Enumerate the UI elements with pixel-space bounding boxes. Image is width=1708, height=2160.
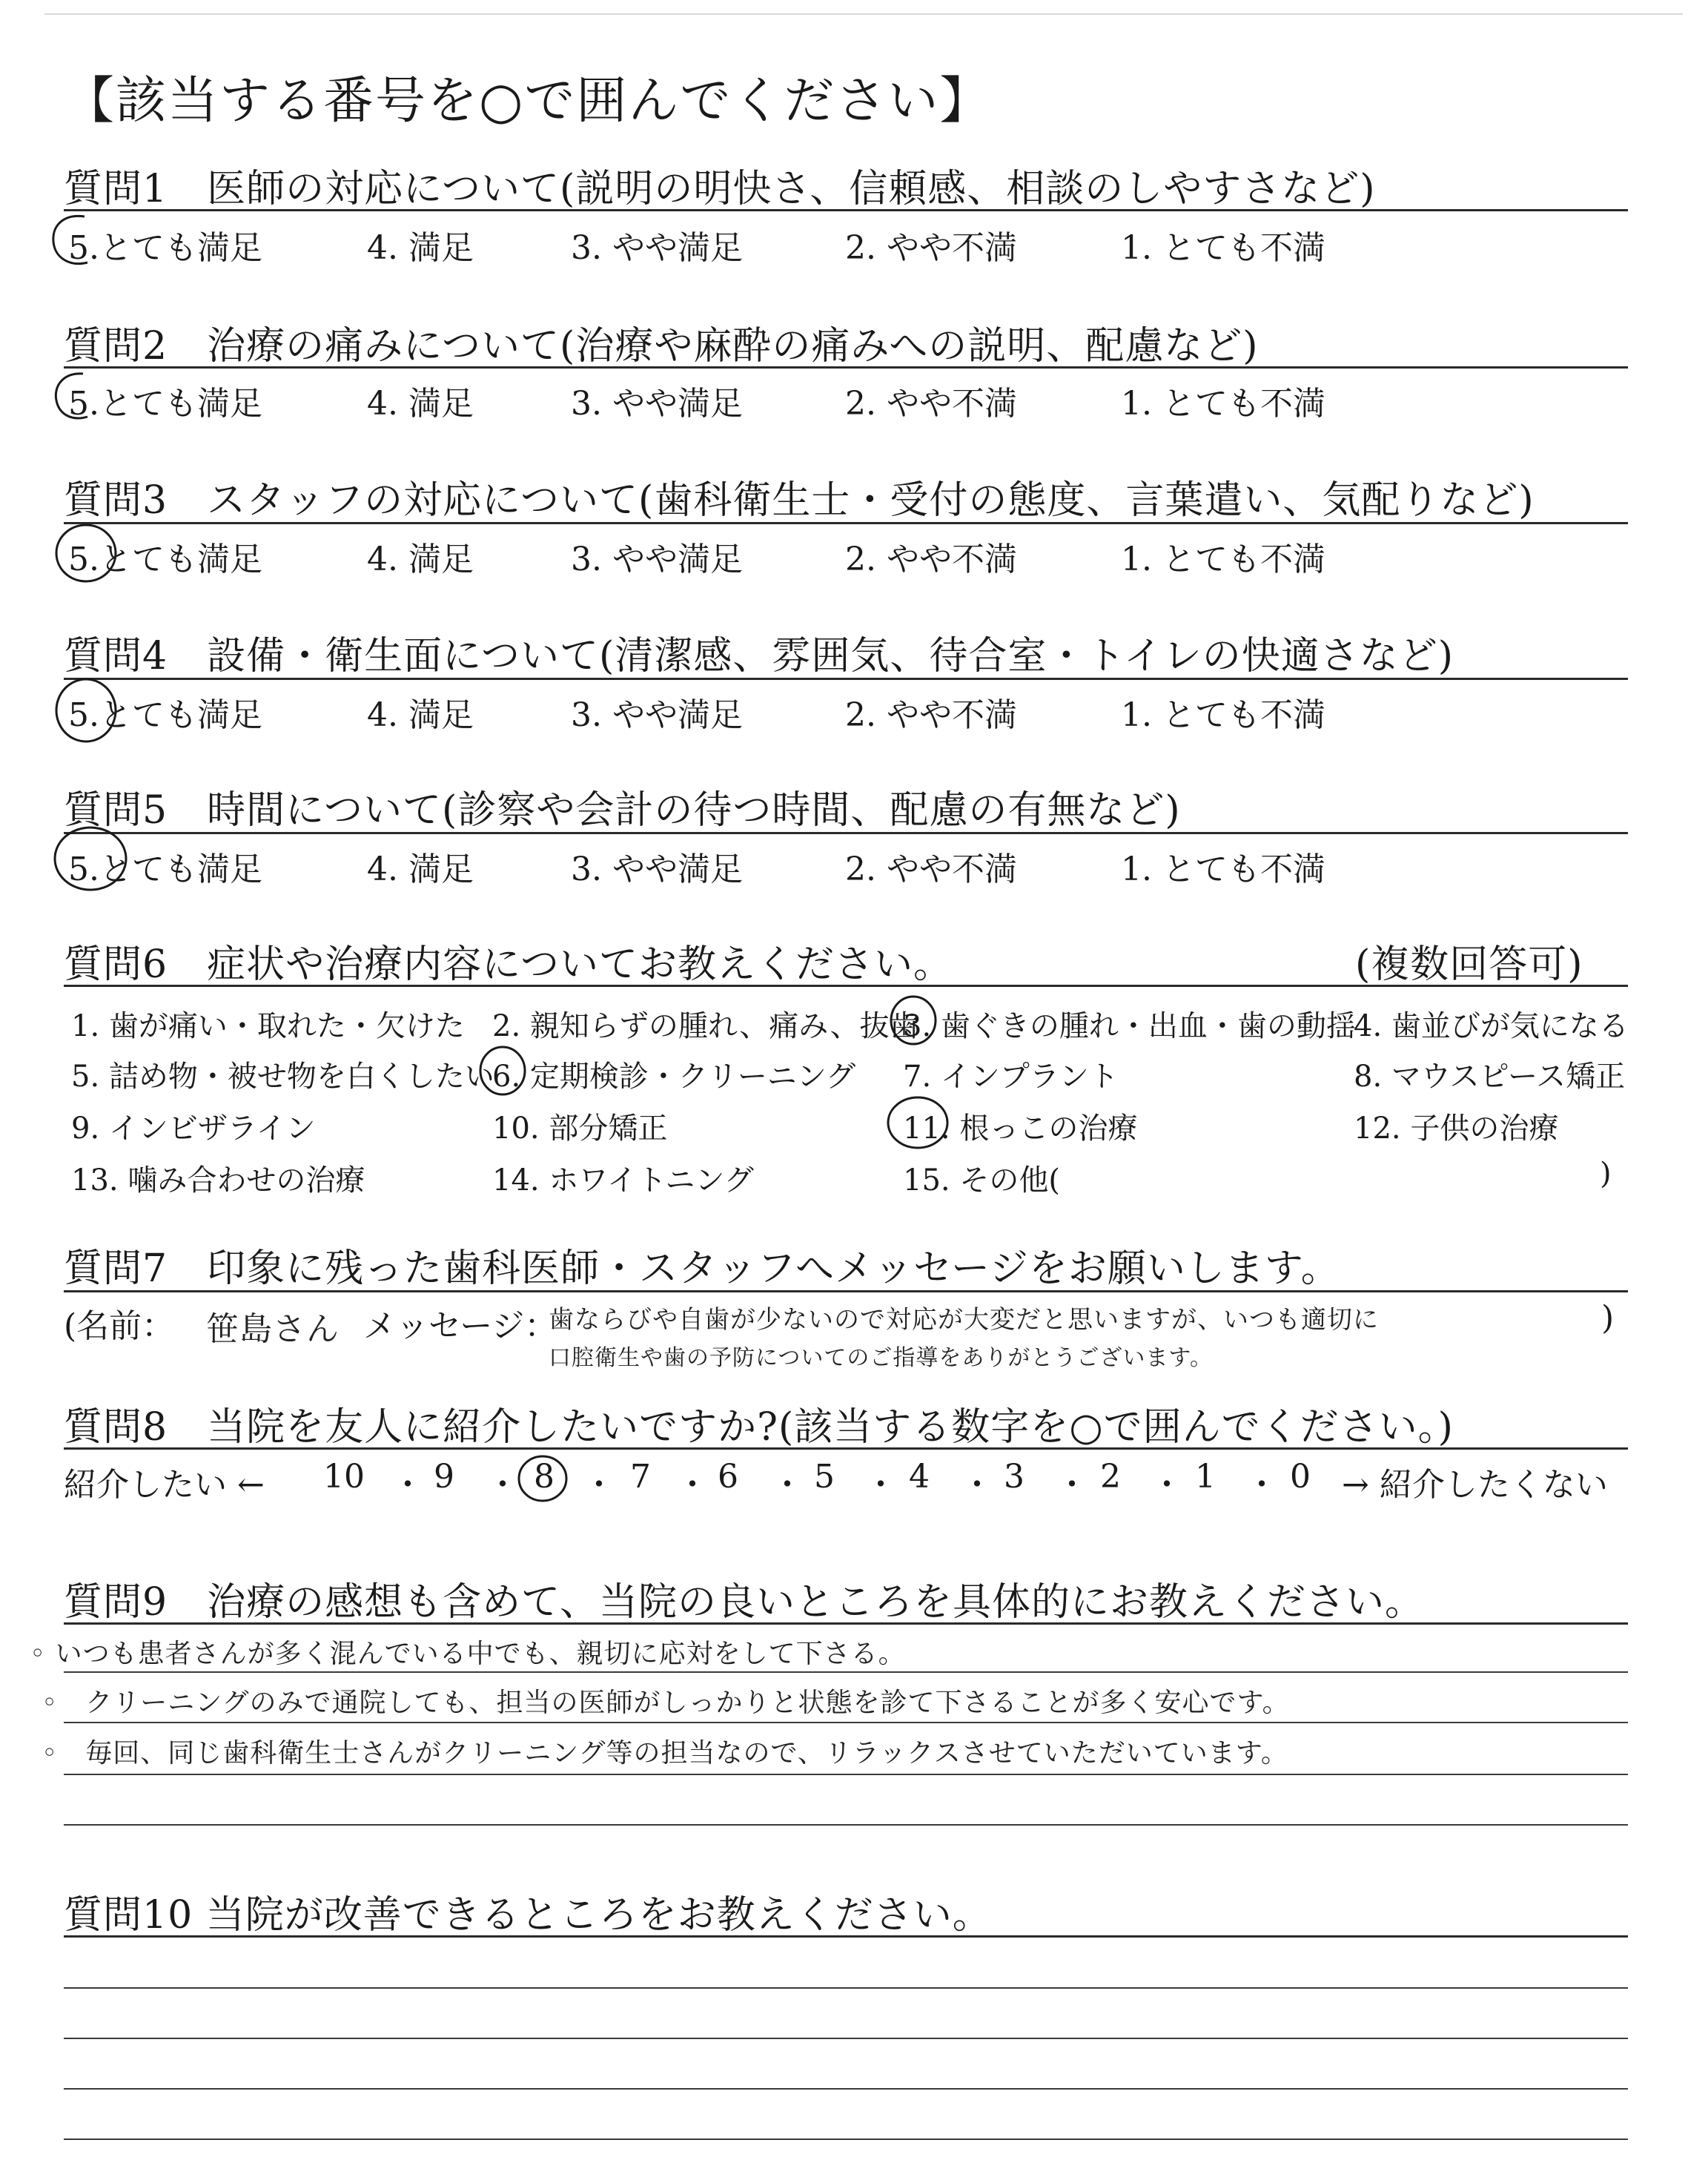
question-8-rule xyxy=(64,1447,1628,1450)
question-3-title: 質問3 スタッフの対応について(歯科衛生士・受付の態度、言葉遣い、気配りなど) xyxy=(64,478,1535,523)
q2-option-5[interactable]: 5.とても満足 xyxy=(68,385,262,423)
q5-option-3[interactable]: 3. やや満足 xyxy=(571,851,743,888)
q6-option-2[interactable]: 2. 親知らずの腫れ、痛み、抜歯 xyxy=(492,1009,919,1043)
q1-option-1[interactable]: 1. とても不満 xyxy=(1121,229,1325,267)
q10-line[interactable] xyxy=(64,1987,1628,1989)
top-edge-line xyxy=(44,13,1683,15)
q6-option-3[interactable]: 3. 歯ぐきの腫れ・出血・歯の動揺 xyxy=(903,1009,1356,1043)
q8-score-2[interactable]: 2 xyxy=(1100,1458,1121,1496)
q8-score-0[interactable]: 0 xyxy=(1290,1458,1311,1496)
q6-option-6[interactable]: 6. 定期検診・クリーニング xyxy=(492,1060,856,1094)
q6-option-9[interactable]: 9. インビザライン xyxy=(71,1112,316,1146)
q8-separator: ・ xyxy=(864,1466,897,1504)
q5-option-4[interactable]: 4. 満足 xyxy=(367,851,474,888)
q9-answer-2[interactable]: ◦ クリーニングのみで通院しても、担当の医師がしっかりと状態を診て下さることが多く安心です。 xyxy=(42,1688,1290,1718)
question-4-title: 質問4 設備・衛生面について(清潔感、雰囲気、待合室・トイレの快適さなど) xyxy=(64,634,1454,678)
q9-line xyxy=(64,1722,1628,1723)
q6-option-12[interactable]: 12. 子供の治療 xyxy=(1354,1112,1559,1146)
q2-option-2[interactable]: 2. やや不満 xyxy=(845,385,1017,423)
q8-separator: ・ xyxy=(771,1466,804,1504)
question-1-title: 質問1 医師の対応について(説明の明快さ、信頼感、相談のしやすさなど) xyxy=(64,167,1376,211)
q6-option-15-close: ) xyxy=(1600,1157,1612,1191)
q9-line xyxy=(64,1824,1628,1826)
q8-score-3[interactable]: 3 xyxy=(1004,1458,1025,1496)
question-9-rule xyxy=(64,1622,1628,1625)
q9-answer-3[interactable]: ◦ 毎回、同じ歯科衛生士さんがクリーニング等の担当なので、リラックスさせていただいています。 xyxy=(42,1738,1288,1768)
q8-score-1[interactable]: 1 xyxy=(1195,1458,1216,1496)
q8-left-label: 紹介したい ← xyxy=(64,1466,265,1504)
q3-option-5[interactable]: 5.とても満足 xyxy=(68,541,262,578)
q1-option-5[interactable]: 5.とても満足 xyxy=(68,229,262,267)
q9-line xyxy=(64,1671,1628,1673)
q3-option-4[interactable]: 4. 満足 xyxy=(367,541,474,578)
q8-score-6[interactable]: 6 xyxy=(718,1458,738,1496)
question-5-title: 質問5 時間について(診察や会計の待つ時間、配慮の有無など) xyxy=(64,788,1181,833)
q6-option-14[interactable]: 14. ホワイトニング xyxy=(492,1163,754,1198)
q6-option-15[interactable]: 15. その他( xyxy=(903,1163,1060,1198)
q4-option-5[interactable]: 5.とても満足 xyxy=(68,696,262,734)
question-7-title: 質問7 印象に残った歯科医師・スタッフへメッセージをお願いします。 xyxy=(64,1246,1340,1291)
question-2-title: 質問2 治療の痛みについて(治療や麻酔の痛みへの説明、配慮など) xyxy=(64,324,1259,369)
q9-answer-1[interactable]: ◦ いつも患者さんが多く混んでいる中でも、親切に応対をして下さる。 xyxy=(30,1639,906,1669)
q7-message-label: メッセージ： xyxy=(363,1307,557,1345)
q3-option-3[interactable]: 3. やや満足 xyxy=(571,541,743,578)
q6-option-1[interactable]: 1. 歯が痛い・取れた・欠けた xyxy=(71,1009,465,1043)
q6-selected-11-circle xyxy=(885,1093,956,1152)
q1-option-4[interactable]: 4. 満足 xyxy=(367,229,474,267)
q6-option-13[interactable]: 13. 噛み合わせの治療 xyxy=(71,1163,365,1198)
question-5-rule xyxy=(64,832,1628,834)
q8-separator: ・ xyxy=(961,1466,993,1504)
q6-option-10[interactable]: 10. 部分矯正 xyxy=(492,1112,668,1146)
q5-option-2[interactable]: 2. やや不満 xyxy=(845,851,1017,888)
q9-line xyxy=(64,1774,1628,1775)
q6-selected-3-circle xyxy=(887,992,946,1048)
q7-message-line-2[interactable]: 口腔衛生や歯の予防についてのご指導をありがとうございます。 xyxy=(549,1345,1213,1371)
q4-option-2[interactable]: 2. やや不満 xyxy=(845,696,1017,734)
q4-selection-circle xyxy=(52,676,133,750)
question-2-rule xyxy=(64,366,1628,369)
q8-separator: ・ xyxy=(1245,1466,1278,1504)
q2-option-1[interactable]: 1. とても不満 xyxy=(1121,385,1325,423)
q8-separator: ・ xyxy=(1151,1466,1183,1504)
q3-option-2[interactable]: 2. やや不満 xyxy=(845,541,1017,578)
q6-option-11[interactable]: 11. 根っこの治療 xyxy=(903,1112,1138,1146)
q3-selection-circle xyxy=(52,521,133,589)
q1-selection-circle xyxy=(46,212,105,273)
q6-option-4[interactable]: 4. 歯並びが気になる xyxy=(1354,1009,1629,1043)
q6-option-8[interactable]: 8. マウスピース矯正 xyxy=(1354,1060,1626,1094)
q1-option-2[interactable]: 2. やや不満 xyxy=(845,229,1017,267)
q7-name-label: (名前： xyxy=(64,1307,175,1345)
question-3-rule xyxy=(64,522,1628,524)
q6-option-5[interactable]: 5. 詰め物・被せ物を白くしたい xyxy=(71,1060,494,1094)
q8-selected-circle xyxy=(514,1452,574,1508)
q5-selection-circle xyxy=(49,822,138,896)
q8-score-10[interactable]: 10 xyxy=(323,1458,365,1496)
question-6-title: 質問6 症状や治療内容についてお教えください。 xyxy=(64,942,953,987)
q10-line[interactable] xyxy=(64,2138,1628,2140)
q7-message-line-1[interactable]: 歯ならびや自歯が少ないので対応が大変だと思いますが、いつも適切に xyxy=(549,1305,1379,1335)
question-10-title: 質問10 当院が改善できるところをお教えください。 xyxy=(64,1893,992,1938)
q8-score-5[interactable]: 5 xyxy=(814,1458,835,1496)
q6-selected-6-circle xyxy=(476,1043,535,1099)
question-7-rule xyxy=(64,1290,1628,1292)
q7-name-value[interactable]: 笹島さん xyxy=(206,1310,340,1348)
question-6-note: (複数回答可) xyxy=(1355,942,1583,987)
q3-option-1[interactable]: 1. とても不満 xyxy=(1121,541,1325,578)
q2-option-3[interactable]: 3. やや満足 xyxy=(571,385,743,423)
q8-right-label: → 紹介したくない xyxy=(1342,1466,1608,1504)
q8-separator: ・ xyxy=(1056,1466,1088,1504)
question-9-title: 質問9 治療の感想も含めて、当院の良いところを具体的にお教えください。 xyxy=(64,1580,1425,1625)
question-6-rule xyxy=(64,985,1628,987)
question-4-rule xyxy=(64,678,1628,680)
q8-score-9[interactable]: 9 xyxy=(434,1458,454,1496)
q8-separator: ・ xyxy=(676,1466,709,1504)
question-8-title: 質問8 当院を友人に紹介したいですか?(該当する数字を○で囲んでください。) xyxy=(64,1405,1454,1450)
q5-option-1[interactable]: 1. とても不満 xyxy=(1121,851,1325,888)
q6-option-7[interactable]: 7. インプラント xyxy=(903,1060,1119,1094)
q8-separator: ・ xyxy=(583,1466,615,1504)
q2-option-4[interactable]: 4. 満足 xyxy=(367,385,474,423)
q8-score-7[interactable]: 7 xyxy=(630,1458,651,1496)
question-1-rule xyxy=(64,209,1628,211)
q10-line[interactable] xyxy=(64,2038,1628,2039)
q8-score-4[interactable]: 4 xyxy=(909,1458,930,1496)
q8-score-8[interactable]: 8 xyxy=(534,1458,555,1496)
q10-line[interactable] xyxy=(64,2088,1628,2090)
q8-separator: ・ xyxy=(486,1466,519,1504)
q4-option-3[interactable]: 3. やや満足 xyxy=(571,696,743,734)
page-title: 【該当する番号を○で囲んでください】 xyxy=(64,72,992,131)
q8-separator: ・ xyxy=(391,1466,424,1504)
q5-option-5[interactable]: 5.とても満足 xyxy=(68,851,262,888)
q4-option-1[interactable]: 1. とても不満 xyxy=(1121,696,1325,734)
q1-option-3[interactable]: 3. やや満足 xyxy=(571,229,743,267)
question-10-rule xyxy=(64,1935,1628,1938)
q2-selection-circle xyxy=(47,371,107,430)
q4-option-4[interactable]: 4. 満足 xyxy=(367,696,474,734)
q7-close-paren: ) xyxy=(1601,1299,1615,1337)
